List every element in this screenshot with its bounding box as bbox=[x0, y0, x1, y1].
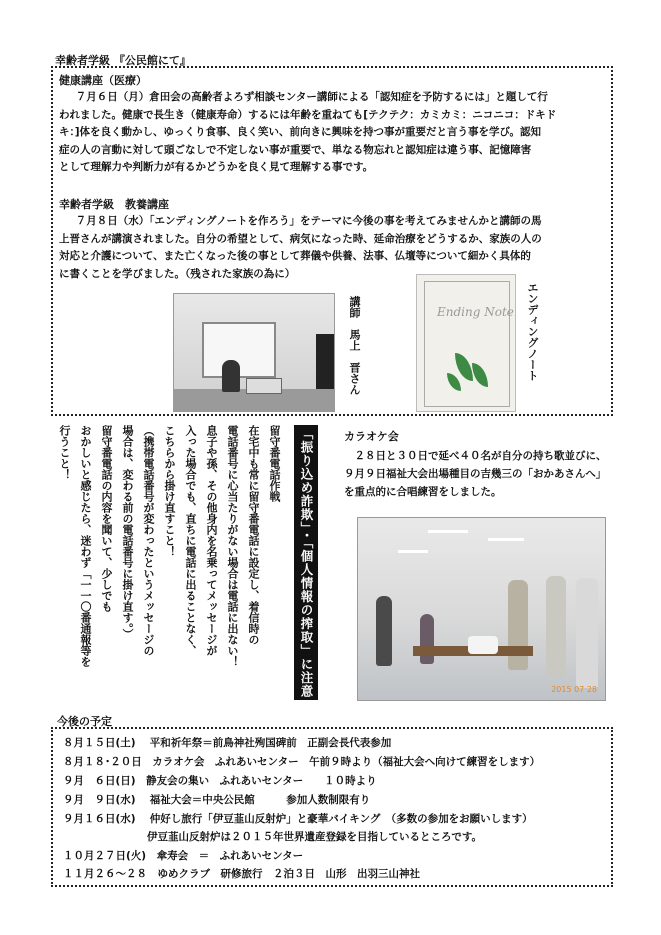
plan-row: １１月２６～２８ ゆめクラブ 研修旅行 ２泊３日 山形 出羽三山神社 bbox=[63, 868, 420, 880]
plan-row: ９月 ６日(日) 静友会の集い ふれあいセンター １０時より bbox=[63, 775, 377, 787]
warning-line: 入った場合でも、直ちに電話に出ることなく、 bbox=[184, 425, 197, 656]
ending-note-book bbox=[416, 274, 516, 412]
warning-line: こちらから掛け直すこと！ bbox=[163, 425, 176, 557]
culture-line: 上晋さんが講演されました。自分の希望として、病気になった時、延命治療をどうするか、家族の人の bbox=[59, 232, 542, 245]
warning-line: 留守番電話の内容を聞いて、少しでも bbox=[100, 425, 113, 612]
book-cover-title: Ending Note bbox=[437, 305, 514, 319]
plans-box bbox=[51, 727, 613, 887]
culture-line: に書くことを学びました。（残された家族の為に） bbox=[59, 267, 296, 280]
culture-line: ７月８日（水）「エンディングノートを作ろう」をテーマに今後の事を考えてみませんかと講師の馬 bbox=[75, 215, 542, 227]
warning-line: 留守番電話作戦 bbox=[268, 425, 281, 502]
warning-line: 電話番号に心当たりがない場合は電話に出ない！ bbox=[226, 425, 239, 667]
plan-row: ９月 ９日(水) 福祉大会＝中央公民館 参加人数制限有り bbox=[63, 794, 371, 806]
health-line: キ：]体を良く動かし、ゆっくり食事、良く笑い、前向きに興味を持つ事が重要だと言う事を学び。認知 bbox=[59, 126, 542, 138]
health-line: 症の人の言動に対して頭ごなしで不定しない事が重要で、単なる物忘れと認知症は違う事、記憶障害 bbox=[59, 143, 532, 156]
health-body bbox=[59, 89, 607, 177]
plan-row: １０月２７日(火) 傘寿会 ＝ ふれあいセンター bbox=[63, 850, 304, 862]
health-title: 健康講座（医療） bbox=[59, 74, 147, 87]
warning-line: 息子や孫、その他身内を名乗ってメッセージが bbox=[205, 425, 218, 656]
page-header: 幸齢者学級 『公民館にて』 bbox=[55, 54, 191, 67]
health-line: ７月６日（月）倉田会の高齢者よろず相談センター講師による「認知症を予防するには」と題して行 bbox=[75, 91, 548, 103]
lecturer-caption: 講師 馬上 晋さん bbox=[348, 296, 361, 395]
lecture-photo bbox=[173, 293, 335, 412]
warning-line: 在宅中も常に留守番電話に設定し、着信時の bbox=[247, 425, 260, 645]
fraud-warning-text bbox=[55, 425, 285, 700]
photo-date-stamp: 2015 07 28 bbox=[551, 685, 597, 694]
warning-line: おかしいと感じたら、迷わず「一一〇番通報等を bbox=[79, 425, 92, 667]
warning-line: 場合は、変わる前の電話番号に掛け直す。） bbox=[121, 425, 134, 640]
health-line: として理解力や判断力が有るかどうかを良く見て理解する事です。 bbox=[59, 161, 374, 173]
culture-line: 対応と介護について、また亡くなった後の事として葬儀や供養、法事、仏壇等について細かく具体的 bbox=[59, 250, 531, 262]
book-caption: エンディングノート bbox=[526, 282, 539, 381]
plan-row: ９月１６日(水) 仲好し旅行「伊豆韮山反射炉」と豪華バイキング （多数の参加をお願いします） bbox=[63, 813, 533, 825]
culture-body bbox=[59, 213, 607, 283]
karaoke-photo bbox=[357, 517, 606, 701]
karaoke-text: ２８日と３０日で延べ４０名が自分の持ち歌並びに、９月９日福祉大会出場種目の吉幾三の「おかあさんへ」を重点的に合唱練習をしました。 bbox=[344, 450, 607, 498]
plan-row: ８月１８･２０日 カラオケ会 ふれあいセンター 午前９時より（福祉大会へ向けて練習をします） bbox=[63, 756, 541, 768]
plan-row: ８月１５日(土) 平和祈年祭＝前鳥神社殉国碑前 正副会長代表参加 bbox=[63, 737, 392, 749]
plans-title: 今後の予定 bbox=[57, 715, 112, 728]
fraud-warning-banner: 「振り込め詐欺」・「個人情報の搾取」に注意 bbox=[294, 425, 318, 700]
culture-title: 幸齢者学級 教養講座 bbox=[59, 198, 169, 211]
warning-line: 行うこと！ bbox=[58, 425, 71, 480]
plan-row: 伊豆韮山反射炉は２０１５年世界遺産登録を目指しているところです。 bbox=[63, 831, 483, 843]
karaoke-title: カラオケ会 bbox=[344, 430, 399, 443]
warning-line: （携帯電話番号が変わったというメッセージの bbox=[142, 425, 155, 656]
health-line: われました。健康で長生き（健康寿命）するには年齢を重ねても[テクテク：カミカミ：ニコニコ：ドキド bbox=[59, 108, 557, 121]
